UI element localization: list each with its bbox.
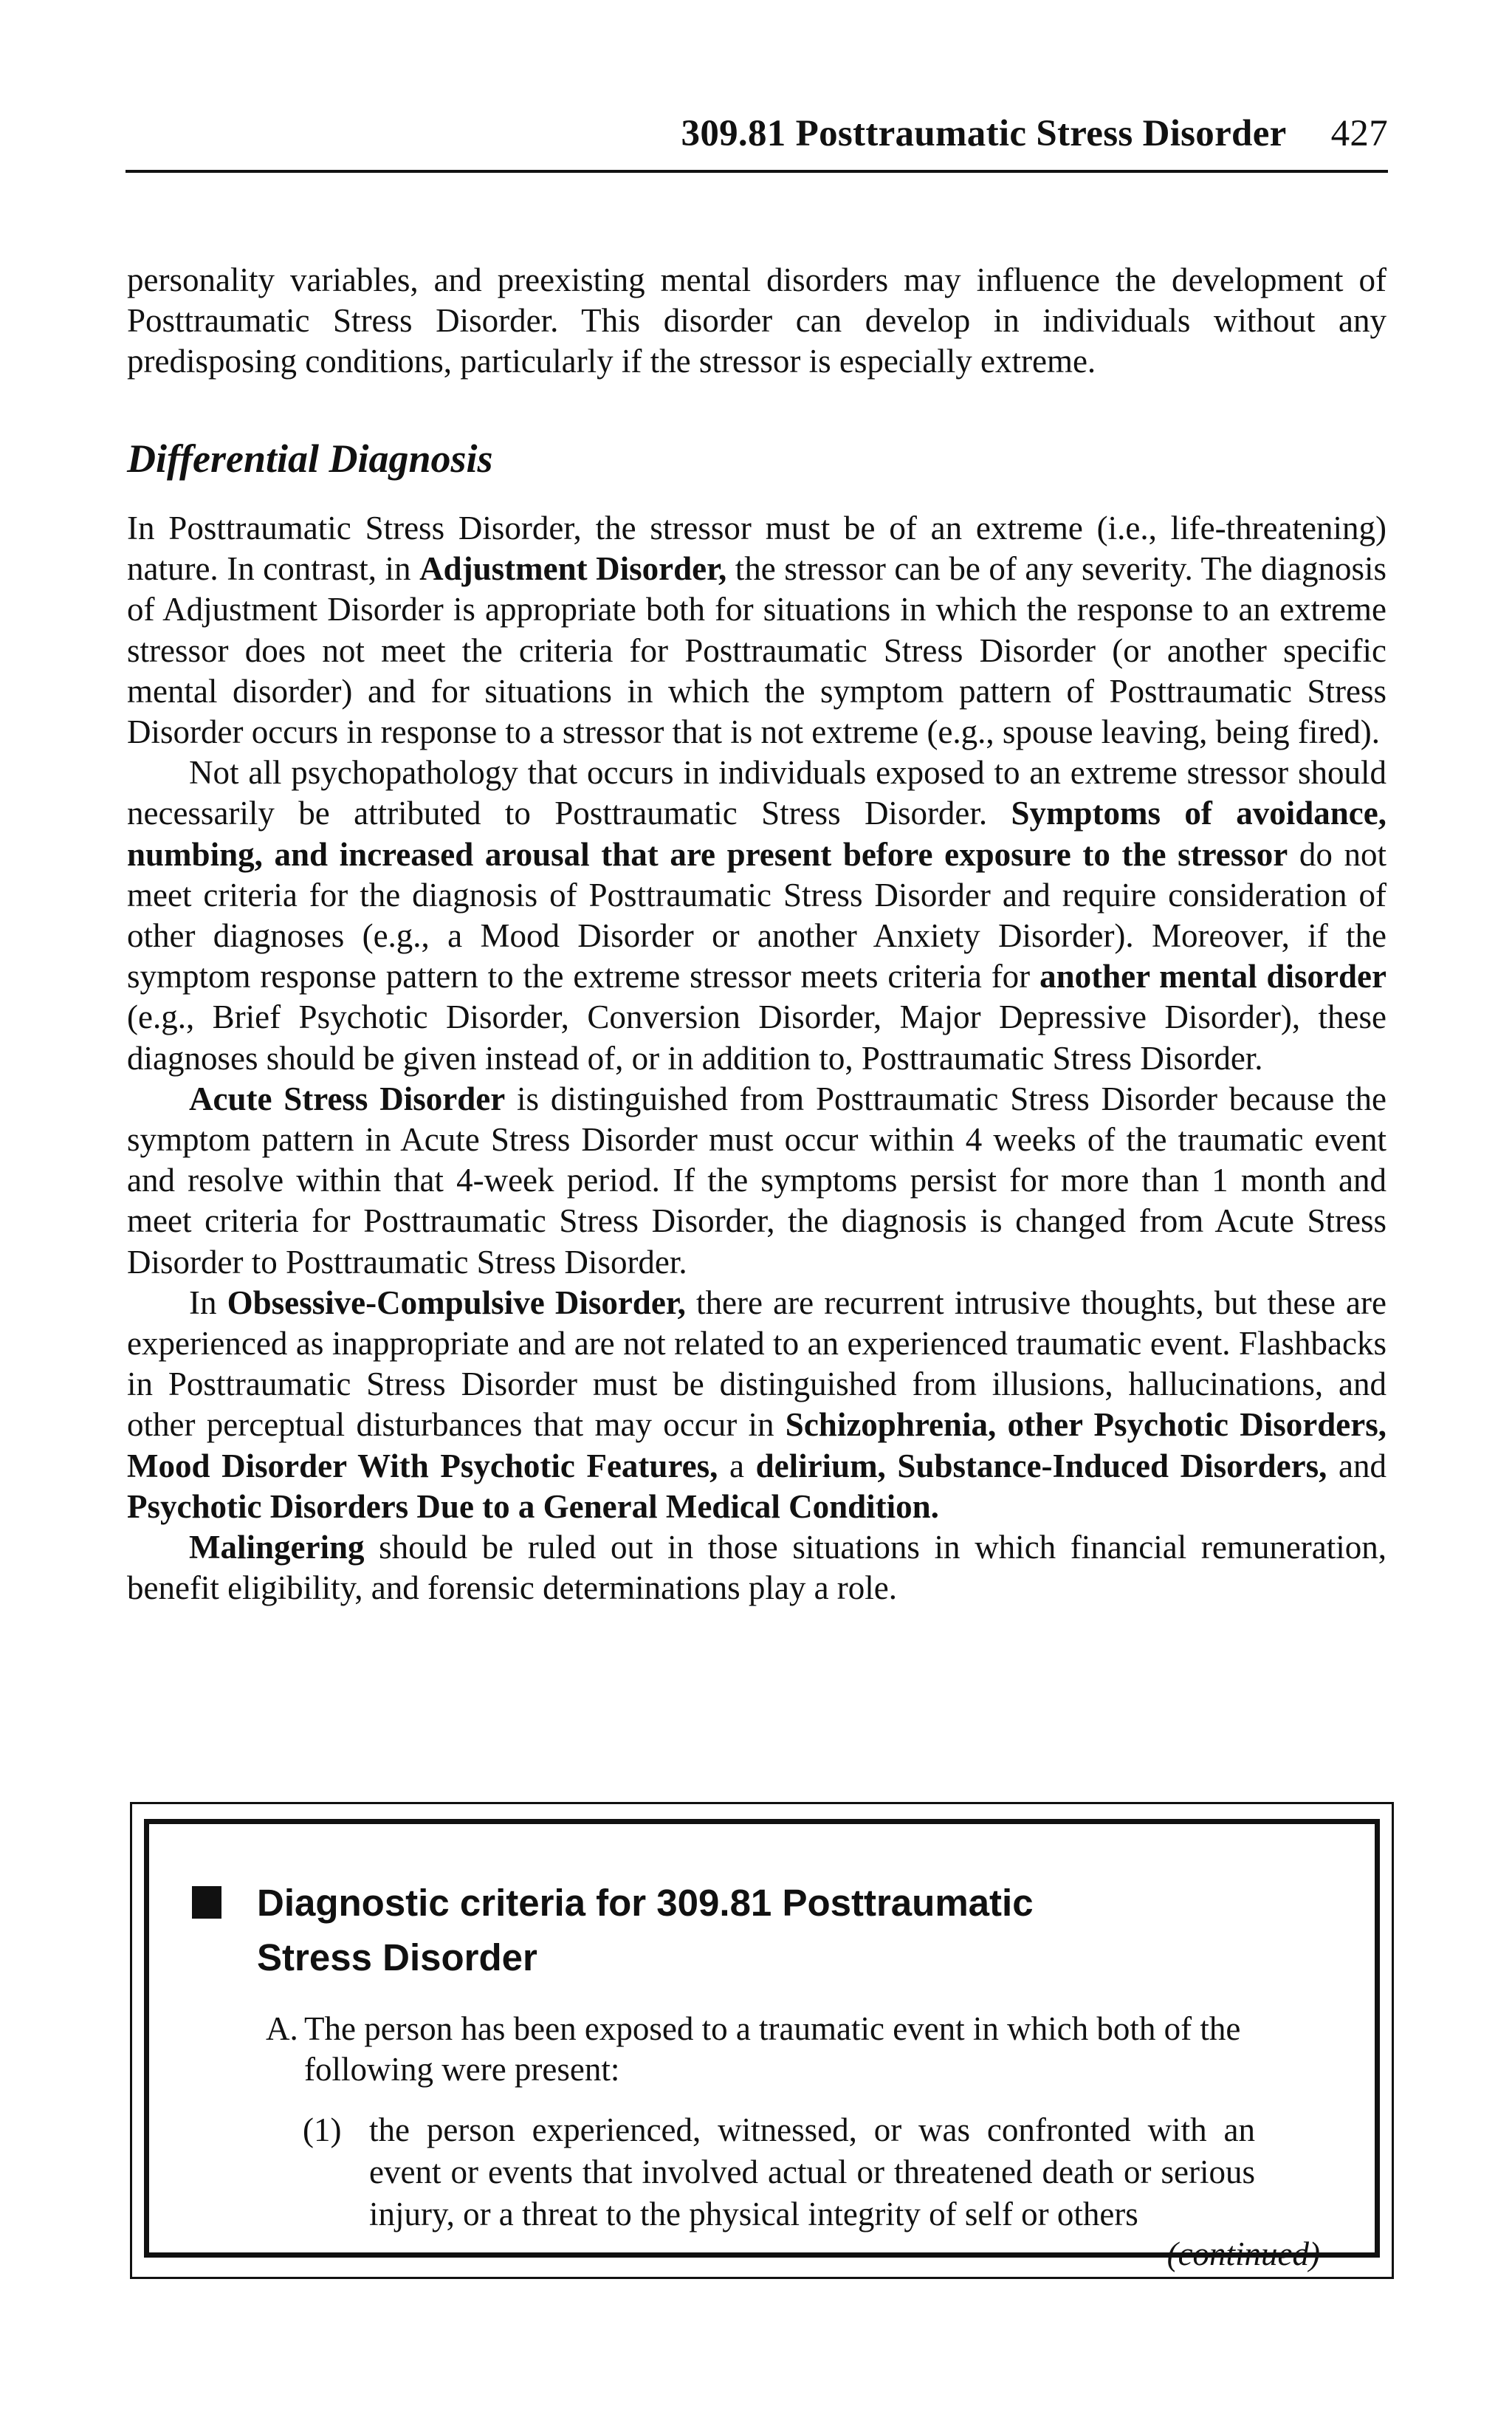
paragraph-psychopathology [127, 753, 1386, 1079]
criterion-a-1-label: (1) [303, 2111, 342, 2148]
text-run: a [718, 1447, 756, 1484]
paragraph-ocd [127, 1283, 1386, 1527]
criterion-a-text: The person has been exposed to a traumatic event in which both of the following were present: [304, 2010, 1241, 2088]
section-heading: Differential Diagnosis [127, 436, 493, 481]
text-run: do not meet criteria for the diagnosis of Posttraumatic Stress Disorder and require consideration of other diagnoses (e.g., a Mood Disorder or another Anxiety Disorder). Moreover, if the symptom response pattern to the extreme stressor meets criteria for [127, 835, 1386, 996]
header-title: 309.81 Posttraumatic Stress Disorder [681, 113, 1287, 154]
text-run: In [189, 1284, 227, 1321]
text-run: In Posttraumatic Stress Disorder, the stressor must be of an extreme (i.e., life-threatening) nature. In contrast, in [127, 510, 1386, 588]
criteria-title-line2: Stress Disorder [257, 1936, 537, 1978]
running-head [681, 112, 1388, 155]
differential-diagnosis-body [127, 508, 1386, 1608]
criterion-a-1-text: the person experienced, witnessed, or was confronted with an event or events that involved actual or threatened death or serious injury, or a threat to the physical integrity of self or others [369, 2111, 1255, 2232]
diagnostic-criteria-box [130, 1802, 1394, 2279]
text-run: and [1327, 1447, 1386, 1484]
term-another-mental-disorder: another mental disorder [1040, 958, 1386, 996]
continued-note: (continued) [1166, 2235, 1320, 2272]
term-adjustment-disorder: Adjustment Disorder, [419, 550, 727, 588]
text-run: (e.g., Brief Psychotic Disorder, Conversion Disorder, Major Depressive Disorder), these diagnoses should be given instead of, or in addition to, Posttraumatic Stress Disorder. [127, 998, 1386, 1077]
intro-paragraph [127, 260, 1386, 383]
criterion-a [266, 2009, 1255, 2090]
term-delirium: delirium, Substance-Induced Disorders, [755, 1447, 1327, 1484]
paragraph-adjustment [127, 508, 1386, 753]
running-header [126, 111, 1388, 173]
paragraph-acute-stress [127, 1079, 1386, 1283]
intro-text: personality variables, and preexisting mental disorders may influence the development of Posttraumatic Stress Disorder. This disorder can develop in individuals without any predisposing conditions, particularly if the stressor is especially extreme. [127, 261, 1386, 380]
text-run: Not all psychopathology that occurs in individuals exposed to an extreme stressor should necessarily be attributed to Posttraumatic Stress Disorder. [127, 754, 1386, 832]
term-general-medical-condition: Psychotic Disorders Due to a General Medical Condition. [127, 1487, 939, 1525]
text-run: should be ruled out in those situations in which financial remuneration, benefit eligibility, and forensic determinations play a role. [127, 1529, 1386, 1607]
criteria-title-line1: Diagnostic criteria for 309.81 Posttraumatic [257, 1882, 1034, 1924]
term-malingering: Malingering [189, 1529, 365, 1566]
text-run: the stressor can be of any severity. The diagnosis of Adjustment Disorder is appropriate both for situations in which the response to an extreme stressor does not meet the criteria for Posttraumatic Stress Disorder (or another specific mental disorder) and for situations in which the symptom pattern of Posttraumatic Stress Disorder occurs in response to a stressor that is not extreme (e.g., spouse leaving, being fired). [127, 550, 1386, 751]
term-acute-stress-disorder: Acute Stress Disorder [189, 1080, 506, 1117]
criterion-a-label: A. [266, 2010, 298, 2047]
criteria-title [192, 1876, 1299, 1985]
criteria-box-inner-frame [144, 1819, 1380, 2272]
term-symptoms-before-exposure: Symptoms of avoidance, numbing, and increased arousal that are present before exposure to the stressor [127, 795, 1387, 873]
paragraph-malingering [127, 1527, 1386, 1608]
text-run: there are recurrent intrusive thoughts, but these are experienced as inappropriate and are not related to an experienced traumatic event. Flashbacks in Posttraumatic Stress Disorder must be distinguished from illusions, hallucinations, and other perceptual disturbances that may occur in [127, 1284, 1386, 1444]
square-bullet-icon [192, 1886, 221, 1919]
term-psychotic-disorders: Schizophrenia, other Psychotic Disorders, Mood Disorder With Psychotic Features, [127, 1406, 1387, 1484]
term-ocd: Obsessive-Compulsive Disorder, [227, 1284, 686, 1321]
criterion-a-1 [303, 2109, 1255, 2235]
page-number: 427 [1330, 113, 1388, 154]
text-run: is distinguished from Posttraumatic Stress Disorder because the symptom pattern in Acute Stress Disorder must occur within 4 weeks of the traumatic event and resolve within that 4-week period. If the symptoms persist for more than 1 month and meet criteria for Posttraumatic Stress Disorder, the diagnosis is changed from Acute Stress Disorder to Posttraumatic Stress Disorder. [127, 1080, 1386, 1281]
